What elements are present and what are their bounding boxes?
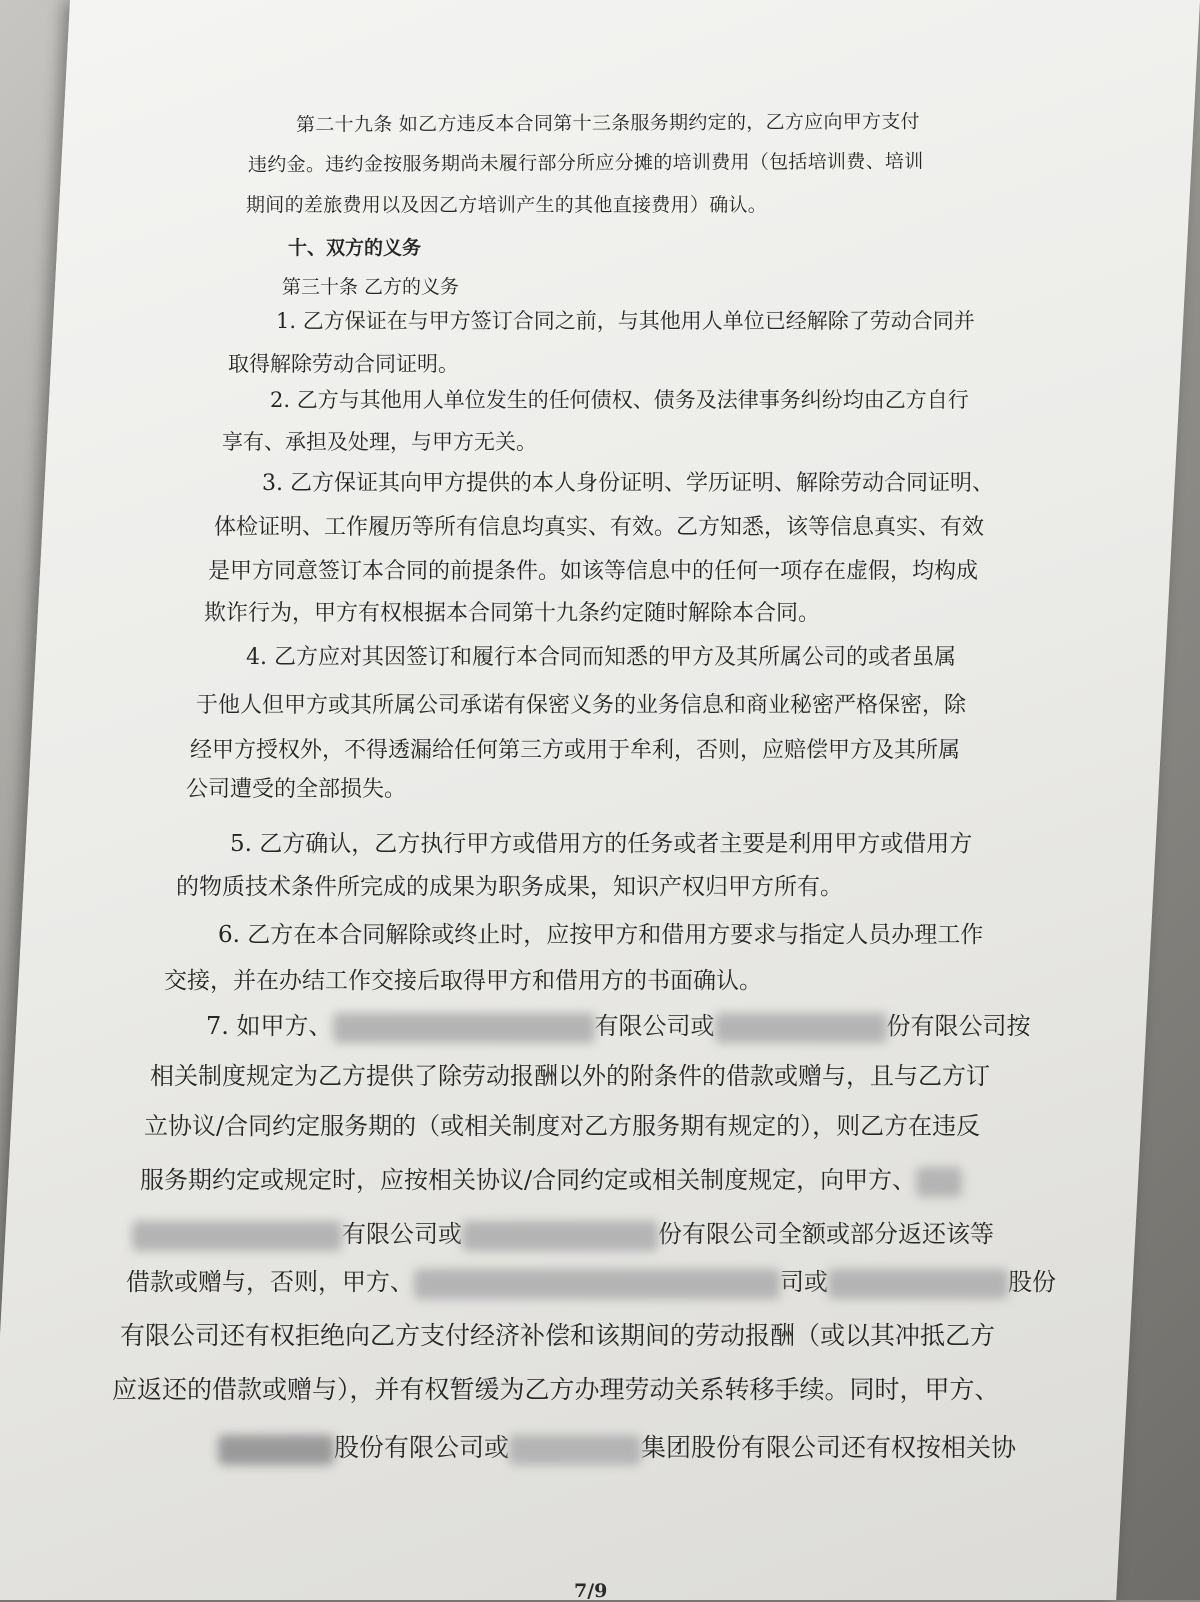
item3-line-2: 体检证明、工作履历等所有信息均真实、有效。乙方知悉，该等信息真实、有效 [214,515,985,540]
redacted-company-name [916,1167,962,1197]
item7-line9-part-a: 股份有限公司或 [334,1433,510,1462]
item7-line-5 [132,1214,994,1251]
item7-line6-part-b: 司或 [780,1268,828,1296]
item1-line-1: 1. 乙方保证在与甲方签订合同之前，与其他用人单位已经解除了劳动合同并 [276,309,975,333]
redacted-company-name [333,1013,595,1043]
page-number: 7/9 [574,1580,608,1602]
item7-line1-part-c: 份有限公司按 [886,1012,1031,1040]
item7-line-2: 相关制度规定为乙方提供了除劳动报酬以外的附条件的借款或赠与，且与乙方订 [150,1062,990,1090]
redacted-company-name [132,1221,342,1251]
item6-line-2: 交接，并在办结工作交接后取得甲方和借用方的书面确认。 [164,968,762,994]
item4-line-1: 4. 乙方应对其因签订和履行本合同而知悉的甲方及其所属公司的或者虽属 [246,645,956,670]
redacted-company-name [414,1269,780,1299]
item4-line-2: 于他人但甲方或其所属公司承诺有保密义务的业务信息和商业秘密严格保密，除 [196,693,967,718]
redacted-company-name [218,1435,334,1465]
item7-line5-part-b: 份有限公司全额或部分返还该等 [658,1220,994,1248]
item4-line-4: 公司遭受的全部损失。 [186,777,407,802]
item6-line-1: 6. 乙方在本合同解除或终止时，应按甲方和借用方要求与指定人员办理工作 [218,922,984,948]
item7-line1-part-a: 7. 如甲方、 [206,1012,333,1040]
item7-line1-part-b: 有限公司或 [594,1012,715,1040]
item2-line-1: 2. 乙方与其他用人单位发生的任何债权、债务及法律事务纠纷均由乙方自行 [270,388,969,412]
redacted-company-name [462,1221,658,1251]
item7-line-6 [126,1262,1056,1299]
item7-line5-part-a: 有限公司或 [342,1220,462,1248]
item7-line9-part-b: 集团股份有限公司还有权按相关协 [641,1433,1017,1462]
item3-line-1: 3. 乙方保证其向甲方提供的本人身份证明、学历证明、解除劳动合同证明、 [262,471,994,496]
item7-line-7: 有限公司还有权拒绝向乙方支付经济补偿和该期间的劳动报酬（或以其冲抵乙方 [120,1321,996,1350]
item1-line-2: 取得解除劳动合同证明。 [228,352,459,376]
item7-line-8: 应返还的借款或赠与），并有权暂缓为乙方办理劳动关系转移手续。同时，甲方、 [112,1375,1000,1404]
item7-line-9 [218,1428,1016,1465]
item2-line-2: 享有、承担及处理，与甲方无关。 [222,430,537,454]
item3-line-3: 是甲方同意签订本合同的前提条件。如该等信息中的任何一项存在虚假，均构成 [208,559,979,584]
redacted-company-name [509,1435,641,1465]
article30-heading: 第三十条 乙方的义务 [282,276,460,298]
item7-line-3: 立协议/合同约定服务期的（或相关制度对乙方服务期有规定的），则乙方在违反 [144,1112,981,1140]
redacted-company-name [715,1013,887,1043]
item5-line-1: 5. 乙方确认，乙方执行甲方或借用方的任务或者主要是利用甲方或借用方 [230,831,973,857]
article29-line-3: 期间的差旅费用以及因乙方培训产生的其他直接费用）确认。 [246,194,768,216]
article29-line-2: 违约金。违约金按服务期尚未履行部分所应分摊的培训费用（包括培训费、培训 [247,150,924,176]
item7-line6-part-a: 借款或赠与，否则，甲方、 [126,1268,414,1296]
item7-line-4 [140,1160,962,1197]
item5-line-2: 的物质技术条件所完成的成果为职务成果，知识产权归甲方所有。 [176,874,843,900]
item7-line6-part-c: 股份 [1008,1268,1056,1296]
redacted-company-name [828,1269,1008,1299]
article29-line-1: 第二十九条 如乙方违反本合同第十三条服务期约定的，乙方应向甲方支付 [295,110,921,136]
item3-line-4: 欺诈行为，甲方有权根据本合同第十九条约定随时解除本合同。 [204,601,821,626]
item4-line-3: 经甲方授权外，不得透漏给任何第三方或用于牟利，否则，应赔偿甲方及其所属 [190,738,961,763]
section10-heading: 十、双方的义务 [288,237,422,259]
item7-line4-text: 服务期约定或规定时，应按相关协议/合同约定或相关制度规定，向甲方、 [140,1166,917,1194]
item7-line-1 [206,1006,1031,1043]
